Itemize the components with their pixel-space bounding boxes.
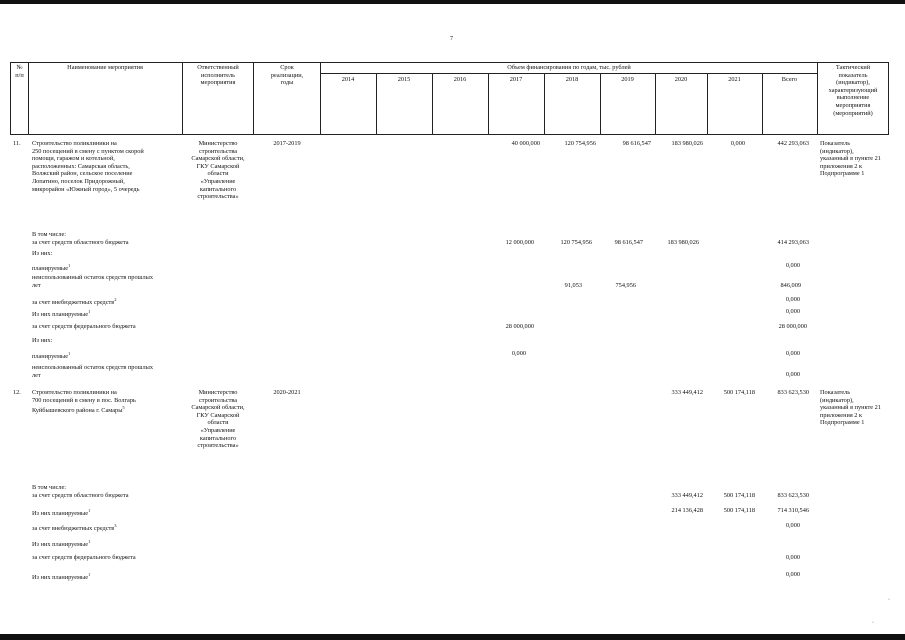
footnote-mark: 1 <box>88 539 91 544</box>
footnote-mark: 1 <box>88 508 91 513</box>
header-bottom-line <box>10 134 889 135</box>
header-responsible: Ответственный исполнитель мероприятия <box>197 64 239 87</box>
footnote-mark: 3 <box>114 523 117 528</box>
years-divider-line <box>320 73 817 74</box>
vline <box>182 62 183 134</box>
sub-label: за счет средств федерального бюджета <box>32 554 136 561</box>
page-number: 7 <box>450 36 453 42</box>
row-value-total: 833 623,530 <box>777 389 809 396</box>
sub-label: Из них планируемые$^1$ <box>32 572 91 582</box>
row-value-2020: 183 980,026 <box>671 140 703 147</box>
vline <box>253 62 254 134</box>
footnote-mark: 5 <box>122 405 125 411</box>
sub-label: Из них: <box>32 250 53 257</box>
row-indicator: Показатель (индикатор), указанный в пункте 21 приложения 2 к Подпрограмме 1 <box>820 140 881 178</box>
sub-value-total: 0,000 <box>785 350 800 357</box>
sub-value-2019: 754,956 <box>615 282 636 289</box>
vline <box>888 62 889 134</box>
row-responsible: Министерство строительства Самарской области, ГКУ Самарской области «Управление капитального строительства» <box>191 140 245 201</box>
row-term: 2017-2019 <box>273 140 301 147</box>
header-year: 2015 <box>397 76 411 83</box>
sub-value-total: 0,000 <box>785 571 800 578</box>
sub-value-total: 0,000 <box>785 262 800 269</box>
row-value-total: 442 293,063 <box>777 140 809 147</box>
sub-value-2021: 500 174,118 <box>723 507 755 514</box>
row-value-2021: 0,000 <box>730 140 745 147</box>
sub-value-2020: 214 136,428 <box>671 507 703 514</box>
sub-label: Из них планируемые$^1$ <box>32 508 91 518</box>
row-responsible: Министерство строительства Самарской области, ГКУ Самарской области «Управление капитального строительства» <box>191 389 245 450</box>
header-year: 2019 <box>621 76 634 83</box>
header-year: 2016 <box>453 76 467 83</box>
header-year: 2020 <box>674 76 688 83</box>
sub-value-total: 846,009 <box>780 282 801 289</box>
scan-top-border <box>0 0 905 4</box>
sub-value-total: 0,000 <box>785 296 800 303</box>
sub-value-2020: 183 980,026 <box>667 239 699 246</box>
header-funding: Объем финансирования по годам, тыс. рублей <box>507 64 631 71</box>
header-term: Срок реализации, годы <box>270 64 304 87</box>
row-value-2019: 98 616,547 <box>622 140 651 147</box>
row-name: Строительство поликлиники на 250 посещений в смену с пунктом скорой помощи, гаражом и котельной, расположенных: Самарская область, Волжский район, сельское поселение Лопатино, поселок Придорожный, микрорайон «Южный город», 5 очередь <box>32 140 144 193</box>
sub-value-total: 0,000 <box>785 554 800 561</box>
sub-value-2017: 12 000,000 <box>505 239 534 246</box>
sub-label: планируемые$^1$ <box>32 351 71 361</box>
sub-label: Из них планируемые$^1$ <box>32 309 91 319</box>
header-year: 2014 <box>341 76 355 83</box>
vline <box>28 62 29 134</box>
header-year: 2021 <box>728 76 741 83</box>
header-year: 2017 <box>509 76 523 83</box>
sub-label: неиспользованный остаток средств прошлых лет <box>32 364 153 379</box>
header-name: Наименование мероприятия <box>67 64 143 71</box>
row-value-2020: 333 449,412 <box>671 389 703 396</box>
sub-value-2018: 120 754,956 <box>560 239 592 246</box>
sub-label: за счет средств федерального бюджета <box>32 323 136 330</box>
sub-value-total: 714 310,546 <box>777 507 809 514</box>
row-value-2017: 40 000,000 <box>511 140 540 147</box>
vline <box>320 62 321 134</box>
header-year: 2018 <box>565 76 579 83</box>
sub-label: планируемые$^1$ <box>32 263 71 273</box>
sub-value-2017: 0,000 <box>511 350 526 357</box>
scan-bottom-border <box>0 634 905 640</box>
sub-value-total: 28 000,000 <box>778 323 807 330</box>
sub-label: за счет средств областного бюджета <box>32 239 129 246</box>
row-indicator: Показатель (индикатор), указанный в пункте 21 приложения 2 к Подпрограмме 1 <box>820 389 881 427</box>
header-indicator: Тактический показатель (индикатор), характеризующий выполнение мероприятия (мероприятий) <box>828 64 878 117</box>
sub-label: В том числе: <box>32 231 67 238</box>
scan-speck: · <box>888 597 890 603</box>
sub-label: за счет средств областного бюджета <box>32 492 129 499</box>
footnote-mark: 1 <box>67 263 71 268</box>
sub-label: Из них планируемые$^1$ <box>32 539 91 549</box>
sub-value-total: 0,000 <box>785 522 800 529</box>
sub-value-2021: 500 174,118 <box>723 492 755 499</box>
sub-label: за счет внебюджетных средств$^3$ <box>32 523 117 533</box>
header-num: № п/п <box>15 64 24 79</box>
sub-value-2018: 91,053 <box>564 282 582 289</box>
header-year-total: Всего <box>781 76 798 83</box>
footnote-mark: 1 <box>88 572 91 577</box>
row-term: 2020-2021 <box>273 389 301 396</box>
sub-value-total: 833 623,530 <box>777 492 809 499</box>
row-num: 12. <box>13 389 21 396</box>
sub-value-2019: 98 616,547 <box>614 239 643 246</box>
footnote-mark: 2 <box>114 297 117 302</box>
sub-value-2020: 333 449,412 <box>671 492 703 499</box>
row-num: 11. <box>13 140 21 147</box>
row-value-2018: 120 754,956 <box>564 140 596 147</box>
footnote-mark: 1 <box>88 309 91 314</box>
sub-label: В том числе: <box>32 484 67 491</box>
footnote-mark: 1 <box>67 351 71 356</box>
header-top-line <box>10 62 889 63</box>
sub-value-total: 414 293,063 <box>777 239 809 246</box>
sub-label: за счет внебюджетных средств$^2$ <box>32 297 117 307</box>
sub-value-total: 0,000 <box>785 371 800 378</box>
scan-speck: · <box>872 620 874 626</box>
sub-label: неиспользованный остаток средств прошлых лет <box>32 274 153 289</box>
row-value-2021: 500 174,118 <box>723 389 755 396</box>
row-name: Строительство поликлиники на 700 посещений в смену в пос. Волгарь Куйбышевского района г. Самары$^5$ <box>32 389 136 415</box>
sub-value-2017: 28 000,000 <box>505 323 534 330</box>
sub-value-total: 0,000 <box>785 308 800 315</box>
sub-label: Из них: <box>32 337 53 344</box>
